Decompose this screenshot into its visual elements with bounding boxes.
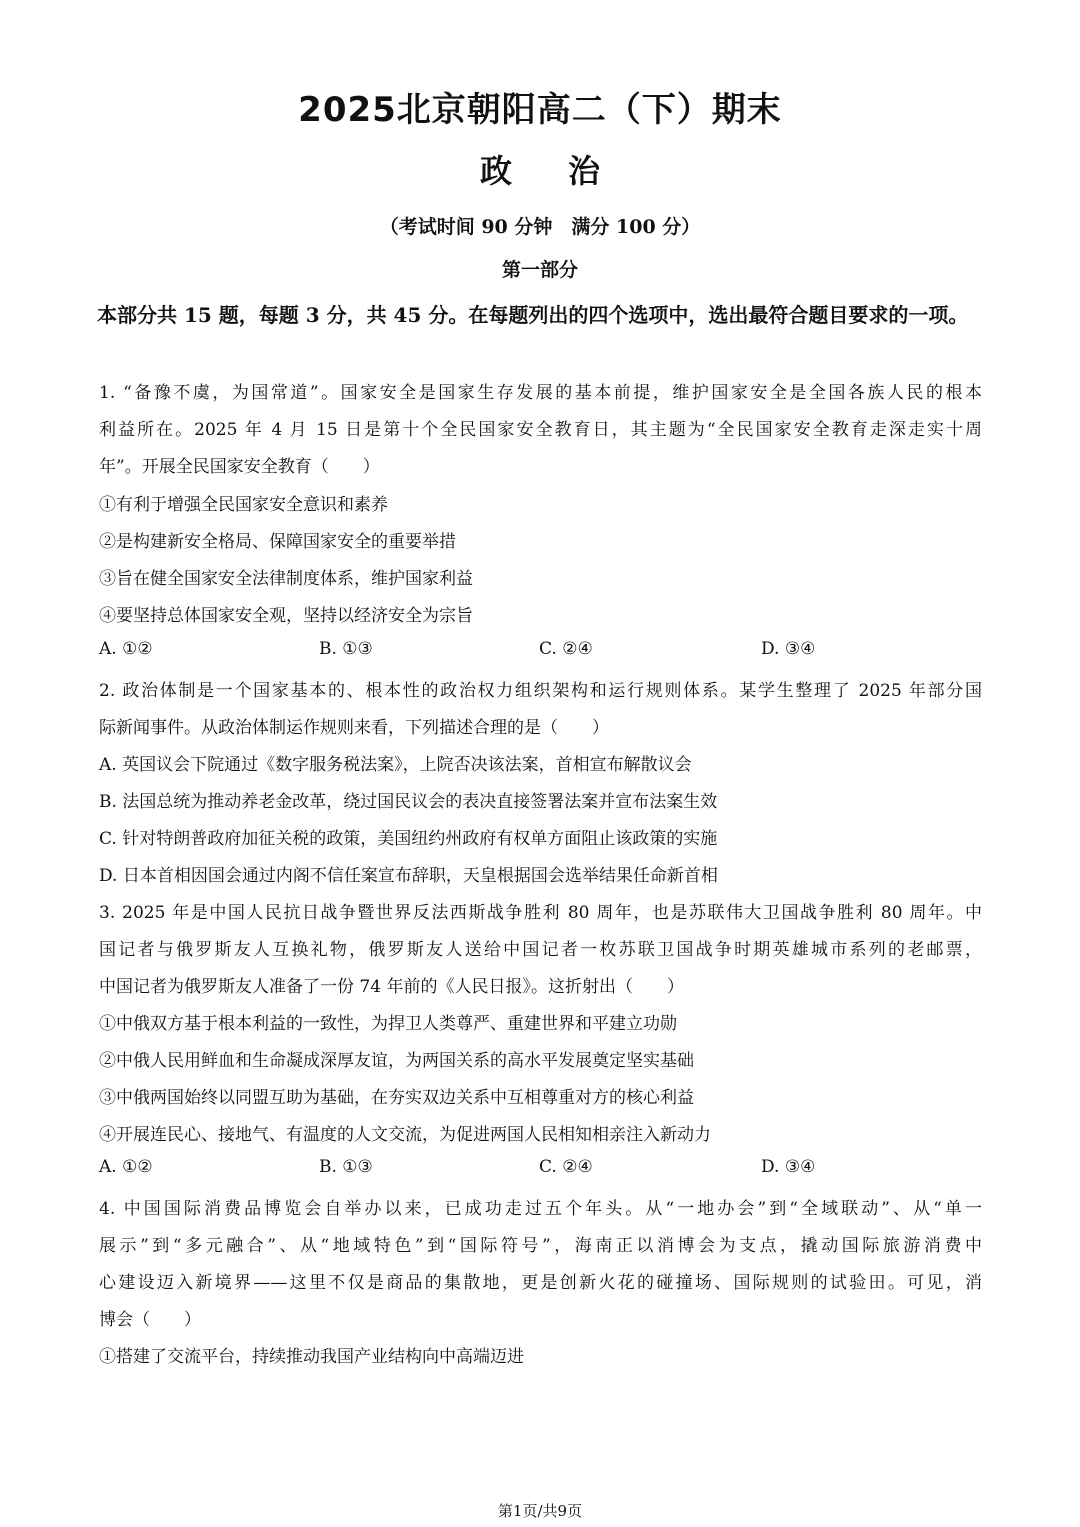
part-heading: 第一部分 [501, 259, 578, 281]
q3-option-a: A. ①② [99, 1157, 153, 1177]
q1-option-d: D. ③④ [761, 639, 816, 659]
q2-choice-b: B. 法国总统为推动养老金改革，绕过国民议会的表决直接签署法案并宣布法案生效 [99, 792, 718, 812]
exam-info: （考试时间 90 分钟 满分 100 分） [379, 216, 701, 238]
q3-stem-line-1: 3. 2025 年是中国人民抗日战争暨世界反法西斯战争胜利 80 周年，也是苏联伟大卫国战争胜利 80 周年。中 [99, 903, 982, 923]
q1-option-a: A. ①② [99, 639, 153, 659]
page-number: 第1页/共9页 [497, 1502, 583, 1520]
q1-option-c: C. ②④ [539, 639, 593, 659]
q4-stem-line-2: 展示”到“多元融合”、从“地域特色”到“国际符号”，海南正以消博会为支点，撬动国际旅游消费中 [99, 1236, 982, 1256]
part-instructions: 本部分共 15 题，每题 3 分，共 45 分。在每题列出的四个选项中，选出最符合题目要求的一项。 [97, 303, 969, 327]
q3-statement-4: ④开展连民心、接地气、有温度的人文交流，为促进两国人民相知相亲注入新动力 [99, 1125, 711, 1145]
q2-stem-line-2: 际新闻事件。从政治体制运作规则来看，下列描述合理的是（ ） [99, 718, 609, 738]
q2-choice-c: C. 针对特朗普政府加征关税的政策，美国纽约州政府有权单方面阻止该政策的实施 [99, 829, 718, 849]
q1-stem-line-1: 1. “备豫不虞，为国常道”。国家安全是国家生存发展的基本前提，维护国家安全是全国各族人民的根本 [99, 383, 982, 403]
q3-option-c: C. ②④ [539, 1157, 593, 1177]
q1-stem-line-2: 利益所在。2025 年 4 月 15 日是第十个全民国家安全教育日，其主题为“全民国家安全教育走深走实十周 [99, 420, 982, 440]
q3-option-b: B. ①③ [319, 1157, 373, 1177]
q1-statement-2: ②是构建新安全格局、保障国家安全的重要举措 [99, 532, 456, 552]
q3-stem-line-2: 国记者与俄罗斯友人互换礼物，俄罗斯友人送给中国记者一枚苏联卫国战争时期英雄城市系列的老邮票， [99, 940, 982, 960]
q3-statement-2: ②中俄人民用鲜血和生命凝成深厚友谊，为两国关系的高水平发展奠定坚实基础 [99, 1051, 694, 1071]
q2-stem-line-1: 2. 政治体制是一个国家基本的、根本性的政治权力组织架构和运行规则体系。某学生整理了 2025 年部分国 [99, 681, 982, 701]
q4-stem-line-3: 心建设迈入新境界——这里不仅是商品的集散地，更是创新火花的碰撞场、国际规则的试验田。可见，消 [99, 1273, 982, 1293]
q2-choice-d: D. 日本首相因国会通过内阁不信任案宣布辞职，天皇根据国会选举结果任命新首相 [99, 866, 718, 886]
q1-stem-line-3: 年”。开展全民国家安全教育（ ） [99, 457, 380, 477]
q4-stem-line-1: 4. 中国国际消费品博览会自举办以来，已成功走过五个年头。从“一地办会”到“全域联动”、从“单一 [99, 1199, 982, 1219]
q2-choice-a: A. 英国议会下院通过《数字服务税法案》，上院否决该法案，首相宣布解散议会 [99, 755, 692, 775]
q1-option-b: B. ①③ [319, 639, 373, 659]
q3-stem-line-3: 中国记者为俄罗斯友人准备了一份 74 年前的《人民日报》。这折射出（ ） [99, 977, 684, 997]
q3-statement-3: ③中俄两国始终以同盟互助为基础，在夯实双边关系中互相尊重对方的核心利益 [99, 1088, 694, 1108]
q3-option-d: D. ③④ [761, 1157, 816, 1177]
q1-statement-3: ③旨在健全国家安全法律制度体系，维护国家利益 [99, 569, 473, 589]
q1-statement-4: ④要坚持总体国家安全观，坚持以经济安全为宗旨 [99, 606, 473, 626]
document-title: 2025北京朝阳高二（下）期末 [298, 90, 782, 130]
q3-statement-1: ①中俄双方基于根本利益的一致性，为捍卫人类尊严、重建世界和平建立功勋 [99, 1014, 677, 1034]
q4-statement-1: ①搭建了交流平台，持续推动我国产业结构向中高端迈进 [99, 1347, 524, 1367]
q4-stem-line-4: 博会（ ） [99, 1310, 201, 1330]
q1-statement-1: ①有利于增强全民国家安全意识和素养 [99, 495, 388, 515]
subject-title: 政治 [479, 152, 656, 190]
